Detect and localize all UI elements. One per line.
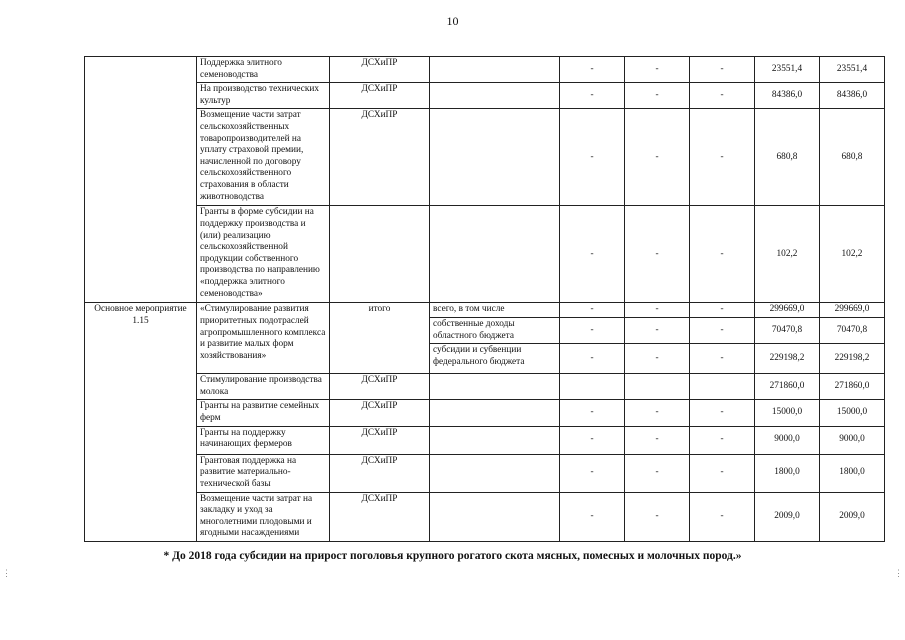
source-cell	[430, 206, 560, 303]
executor-cell: ДСХиПР	[330, 374, 430, 400]
table-row	[85, 206, 885, 303]
measure-name-cell: Гранты в форме субсидии на поддержку производства и (или) реализацию сельскохозяйственной продукции собственного производства по направлению «поддержка элитного семеноводства»	[197, 206, 330, 303]
source-label-cell: субсидии и субвенции федерального бюджета	[430, 344, 560, 374]
scan-edge-mark-right: ⋮	[894, 568, 903, 578]
measure-name-cell: Стимулирование производства молока	[197, 374, 330, 400]
total-cell: 23551,4	[755, 57, 820, 83]
total-cell: 84386,0	[755, 83, 820, 109]
total-cell: 70470,8	[820, 317, 885, 343]
executor-cell: ДСХиПР	[330, 426, 430, 454]
source-cell	[430, 374, 560, 400]
value-cell: -	[690, 57, 755, 83]
value-cell: -	[625, 344, 690, 374]
executor-cell: ДСХиПР	[330, 83, 430, 109]
total-cell: 299669,0	[755, 303, 820, 318]
value-cell	[625, 374, 690, 400]
measure-name-cell: На производство технических культур	[197, 83, 330, 109]
measure-name-cell: Возмещение части затрат сельскохозяйственных товаропроизводителей на уплату страховой премии, начисленной по договору сельскохозяйственного страхования в области животноводства	[197, 109, 330, 206]
total-cell: 102,2	[820, 206, 885, 303]
value-cell: -	[690, 492, 755, 541]
measure-name-cell: Возмещение части затрат на закладку и уход за многолетними плодовыми и ягодными насаждениями	[197, 492, 330, 541]
value-cell: -	[560, 57, 625, 83]
table-row	[85, 492, 885, 541]
table-row	[85, 57, 885, 83]
table-row	[85, 83, 885, 109]
total-cell: 70470,8	[755, 317, 820, 343]
total-cell: 102,2	[755, 206, 820, 303]
total-cell: 9000,0	[820, 426, 885, 454]
total-cell: 84386,0	[820, 83, 885, 109]
value-cell: -	[560, 303, 625, 318]
table-row	[85, 109, 885, 206]
total-cell: 1800,0	[820, 454, 885, 492]
main-event-name-cell: «Стимулирование развития приоритетных подотраслей агропромышленного комплекса и развитие малых форм хозяйствования»	[197, 303, 330, 374]
value-cell: -	[690, 317, 755, 343]
value-cell	[690, 374, 755, 400]
value-cell: -	[690, 303, 755, 318]
total-cell: 1800,0	[755, 454, 820, 492]
source-cell	[430, 83, 560, 109]
total-cell: 2009,0	[755, 492, 820, 541]
value-cell: -	[690, 109, 755, 206]
value-cell: -	[560, 109, 625, 206]
executor-cell: ДСХиПР	[330, 57, 430, 83]
total-cell: 15000,0	[755, 400, 820, 426]
value-cell: -	[690, 83, 755, 109]
total-cell: 680,8	[820, 109, 885, 206]
value-cell: -	[560, 426, 625, 454]
total-cell: 271860,0	[820, 374, 885, 400]
source-cell	[430, 57, 560, 83]
value-cell	[560, 374, 625, 400]
value-cell: -	[625, 317, 690, 343]
measure-name-cell: Гранты на поддержку начинающих фермеров	[197, 426, 330, 454]
value-cell: -	[560, 344, 625, 374]
measure-name-cell: Грантовая поддержка на развитие материально-технической базы	[197, 454, 330, 492]
total-cell: 680,8	[755, 109, 820, 206]
value-cell: -	[690, 454, 755, 492]
table-row	[85, 454, 885, 492]
executor-cell	[330, 206, 430, 303]
footnote: * До 2018 года субсидии на прирост поголовья крупного рогатого скота мясных, помесных и молочных пород.»	[163, 550, 742, 562]
total-cell: 2009,0	[820, 492, 885, 541]
source-cell	[430, 492, 560, 541]
main-event-executor-cell: итого	[330, 303, 430, 374]
total-cell: 271860,0	[755, 374, 820, 400]
measure-name-cell: Поддержка элитного семеноводства	[197, 57, 330, 83]
source-label-cell: собственные доходы областного бюджета	[430, 317, 560, 343]
main-event-cell: Основное мероприятие 1.15	[85, 303, 197, 542]
value-cell: -	[625, 400, 690, 426]
value-cell: -	[560, 83, 625, 109]
value-cell: -	[625, 109, 690, 206]
table-row	[85, 426, 885, 454]
source-label-cell: всего, в том числе	[430, 303, 560, 318]
value-cell: -	[560, 492, 625, 541]
executor-cell: ДСХиПР	[330, 492, 430, 541]
total-cell: 299669,0	[820, 303, 885, 318]
total-cell: 15000,0	[820, 400, 885, 426]
table-row	[85, 374, 885, 400]
value-cell: -	[625, 492, 690, 541]
measure-name-cell: Гранты на развитие семейных ферм	[197, 400, 330, 426]
page-number: 10	[446, 14, 459, 28]
event-cell	[85, 57, 197, 303]
total-cell: 23551,4	[820, 57, 885, 83]
value-cell: -	[560, 454, 625, 492]
total-cell: 9000,0	[755, 426, 820, 454]
value-cell: -	[625, 206, 690, 303]
value-cell: -	[690, 344, 755, 374]
value-cell: -	[560, 400, 625, 426]
executor-cell: ДСХиПР	[330, 400, 430, 426]
table-row	[85, 400, 885, 426]
value-cell: -	[690, 400, 755, 426]
value-cell: -	[690, 206, 755, 303]
source-cell	[430, 426, 560, 454]
value-cell: -	[625, 303, 690, 318]
source-cell	[430, 400, 560, 426]
source-cell	[430, 109, 560, 206]
value-cell: -	[560, 317, 625, 343]
source-cell	[430, 454, 560, 492]
value-cell: -	[560, 206, 625, 303]
total-cell: 229198,2	[755, 344, 820, 374]
value-cell: -	[625, 57, 690, 83]
value-cell: -	[625, 454, 690, 492]
total-cell: 229198,2	[820, 344, 885, 374]
executor-cell: ДСХиПР	[330, 109, 430, 206]
table-body	[85, 57, 885, 542]
scan-edge-mark-left: ⋮	[2, 568, 11, 578]
program-table	[84, 56, 885, 542]
value-cell: -	[625, 426, 690, 454]
value-cell: -	[625, 83, 690, 109]
value-cell: -	[690, 426, 755, 454]
table-row	[85, 303, 885, 318]
executor-cell: ДСХиПР	[330, 454, 430, 492]
